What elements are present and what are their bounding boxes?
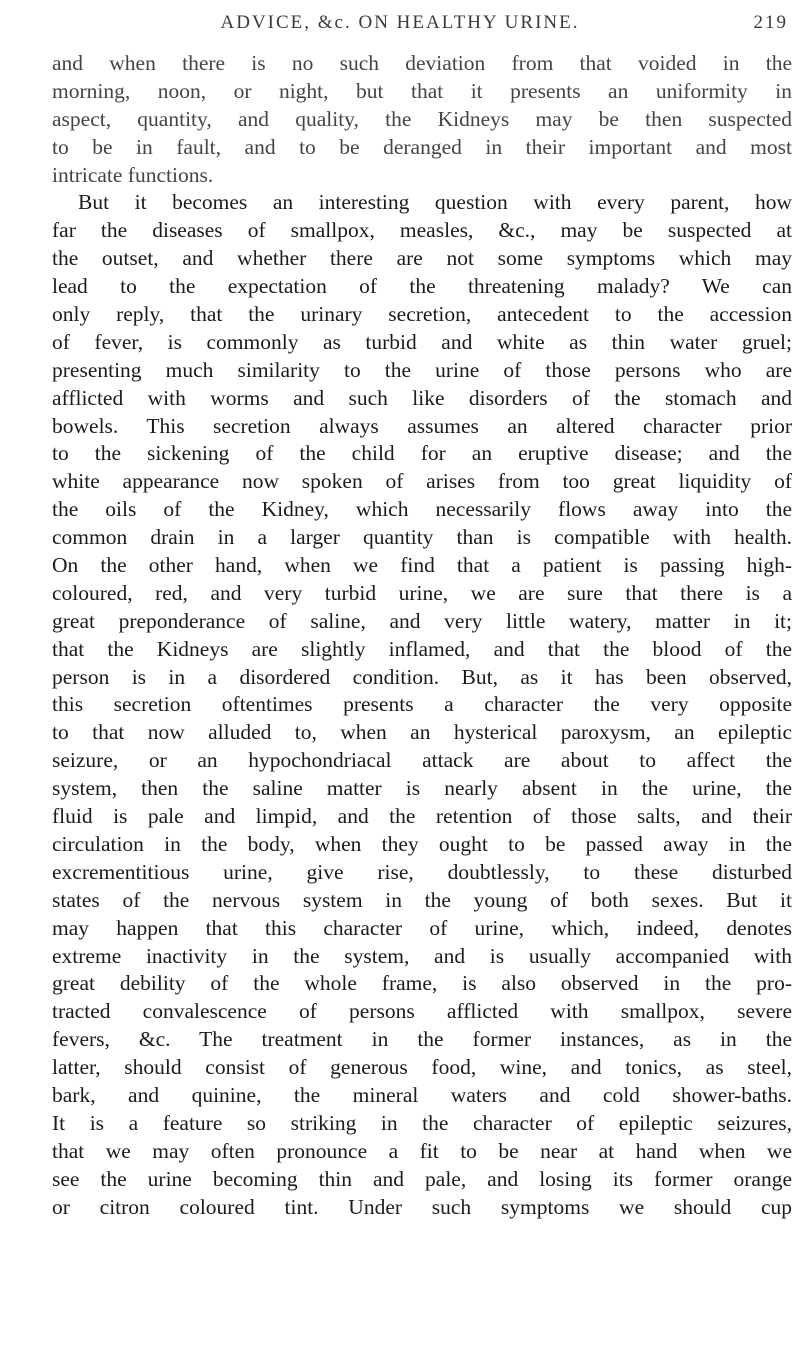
text-line: bark, and quinine, the mineral waters and cold shower-baths. [52, 1082, 792, 1107]
text-line: excrementitious urine, give rise, doubtlessly, to these disturbed [52, 859, 792, 884]
text-line: of fever, is commonly as turbid and white as thin water gruel; [52, 329, 792, 354]
text-line: may happen that this character of urine, which, indeed, denotes [52, 915, 792, 940]
text-line: see the urine becoming thin and pale, and losing its former orange [52, 1166, 792, 1191]
text-line: fevers, &c. The treatment in the former instances, as in the [52, 1027, 792, 1052]
text-line: and when there is no such deviation from that voided in the [52, 51, 792, 75]
text-line: afflicted with worms and such like disorders of the stomach and [52, 385, 792, 410]
text-line: bowels. This secretion always assumes an altered character prior [52, 413, 792, 438]
body-text [52, 50, 792, 1221]
text-line: to the sickening of the child for an eruptive disease; and the [52, 441, 792, 466]
text-line: white appearance now spoken of arises from too great liquidity of [52, 469, 792, 494]
text-line: But it becomes an interesting question with every parent, how [78, 190, 792, 215]
text-line: circulation in the body, when they ought to be passed away in the [52, 831, 792, 856]
text-line: system, then the saline matter is nearly absent in the urine, the [52, 776, 792, 801]
running-head [60, 12, 800, 42]
text-line: aspect, quantity, and quality, the Kidneys may be then suspected [52, 106, 792, 131]
text-line: presenting much similarity to the urine of those persons who are [52, 357, 792, 382]
text-line: to be in fault, and to be deranged in their important and most [52, 134, 792, 159]
text-line: lead to the expectation of the threatening malady? We can [52, 274, 792, 299]
text-line: coloured, red, and very turbid urine, we are sure that there is a [52, 580, 792, 605]
text-line: extreme inactivity in the system, and is usually accompanied with [52, 943, 792, 968]
text-line: the oils of the Kidney, which necessarily flows away into the [52, 497, 792, 522]
text-line: the outset, and whether there are not some symptoms which may [52, 246, 792, 271]
text-line: tracted convalescence of persons afflicted with smallpox, severe [52, 999, 792, 1024]
text-line: seizure, or an hypochondriacal attack are about to affect the [52, 748, 792, 773]
text-line: morning, noon, or night, but that it presents an uniformity in [52, 78, 792, 103]
text-line: common drain in a larger quantity than is compatible with health. [52, 525, 792, 550]
text-line: states of the nervous system in the young of both sexes. But it [52, 887, 792, 912]
text-line: latter, should consist of generous food, wine, and tonics, as steel, [52, 1055, 792, 1080]
text-line: to that now alluded to, when an hysterical paroxysm, an epileptic [52, 720, 792, 745]
text-line: It is a feature so striking in the character of epileptic seizures, [52, 1110, 792, 1135]
text-line: On the other hand, when we find that a patient is passing high- [52, 553, 792, 578]
text-line: great debility of the whole frame, is also observed in the pro- [52, 971, 792, 996]
text-line: person is in a disordered condition. But, as it has been observed, [52, 664, 792, 689]
text-line: fluid is pale and limpid, and the retention of those salts, and their [52, 804, 792, 829]
text-line: only reply, that the urinary secretion, antecedent to the accession [52, 302, 792, 327]
text-line: this secretion oftentimes presents a character the very opposite [52, 692, 792, 717]
text-line: intricate functions. [52, 162, 214, 187]
page-number: 219 [753, 12, 788, 33]
text-line: great preponderance of saline, and very little watery, matter in it; [52, 608, 792, 633]
running-title: ADVICE, &c. ON HEALTHY URINE. [220, 12, 580, 33]
text-line: or citron coloured tint. Under such symptoms we should cup [52, 1194, 792, 1219]
text-line: far the diseases of smallpox, measles, &c., may be suspected at [52, 218, 792, 243]
text-line: that we may often pronounce a fit to be near at hand when we [52, 1138, 792, 1163]
text-line: that the Kidneys are slightly inflamed, and that the blood of the [52, 636, 792, 661]
